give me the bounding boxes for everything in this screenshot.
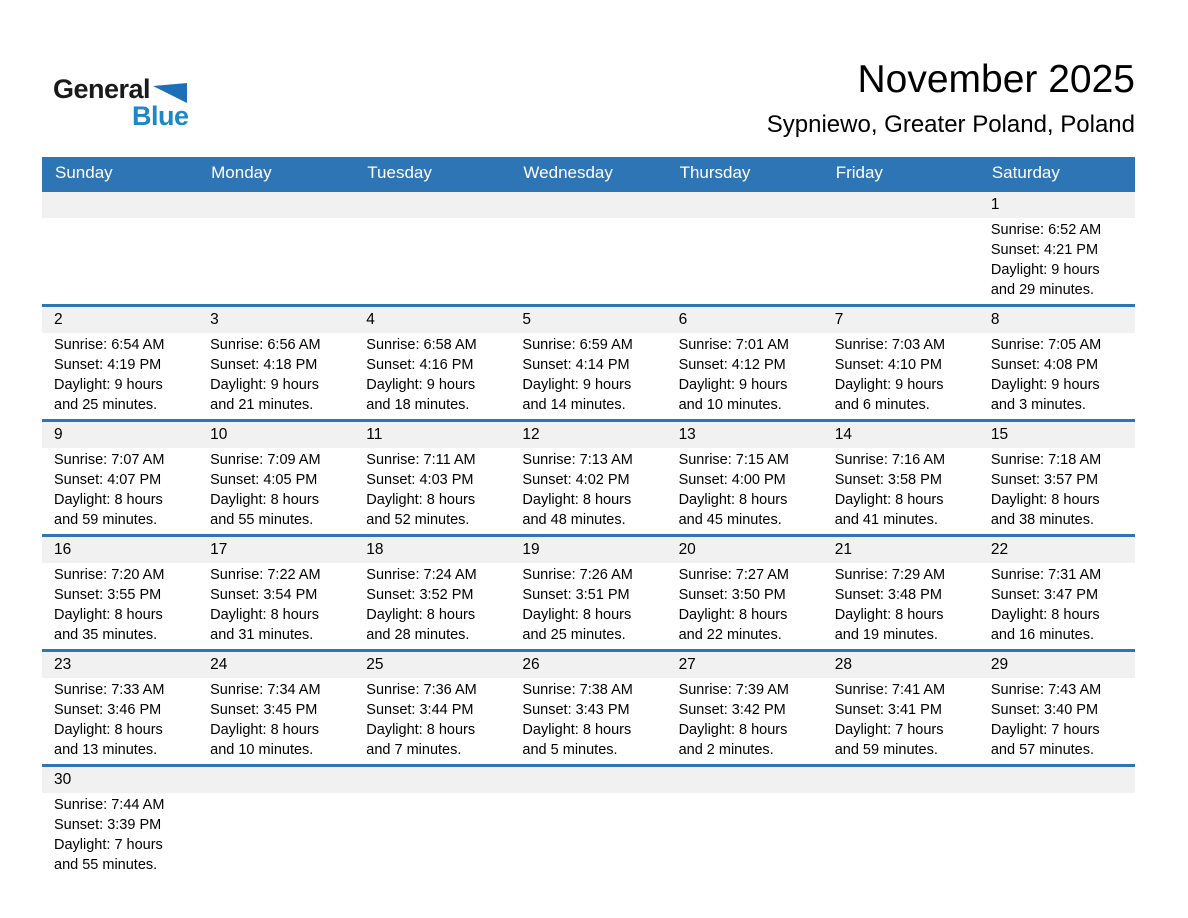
daylight-line-1: Daylight: 8 hours <box>522 607 632 623</box>
empty-day-cell <box>510 793 666 879</box>
daylight-line-2: and 2 minutes. <box>678 742 774 758</box>
logo-text-blue: Blue <box>132 101 189 131</box>
day-number: 15 <box>990 426 1009 443</box>
daylight-line-2: and 13 minutes. <box>54 742 158 758</box>
daylight-line-2: and 59 minutes. <box>834 742 938 758</box>
daylight-line-1: Daylight: 9 hours <box>522 377 632 393</box>
sunset-line: Sunset: 3:42 PM <box>678 702 786 718</box>
day-header-saturday: Saturday <box>991 163 1060 182</box>
day-number-strip <box>42 422 1135 448</box>
daylight-line-2: and 3 minutes. <box>990 397 1086 413</box>
day-cell-details <box>823 333 979 419</box>
week-row-1 <box>42 189 1135 304</box>
sunrise-line: Sunrise: 7:27 AM <box>678 567 789 583</box>
daylight-line-1: Daylight: 8 hours <box>210 607 319 623</box>
day-number: 28 <box>834 656 852 673</box>
day-cell-details <box>42 333 198 419</box>
sunset-line: Sunset: 4:08 PM <box>990 357 1099 373</box>
daylight-line-2: and 35 minutes. <box>54 627 158 643</box>
day-number: 23 <box>54 656 72 673</box>
day-cell-details <box>42 563 198 649</box>
sunrise-line: Sunrise: 7:24 AM <box>366 567 477 583</box>
sunrise-line: Sunrise: 7:11 AM <box>366 452 476 468</box>
day-cell-details <box>198 563 354 649</box>
day-header-wednesday: Wednesday <box>523 163 613 182</box>
sunrise-line: Sunrise: 7:13 AM <box>522 452 633 468</box>
day-cell-details <box>42 793 198 879</box>
daylight-line-1: Daylight: 9 hours <box>678 377 788 393</box>
sunset-line: Sunset: 4:07 PM <box>54 472 162 488</box>
sunrise-line: Sunrise: 7:18 AM <box>990 452 1102 468</box>
day-number: 14 <box>834 426 852 443</box>
day-cell-details <box>667 678 823 764</box>
daylight-line-2: and 6 minutes. <box>834 397 930 413</box>
sunset-line: Sunset: 4:16 PM <box>366 357 474 373</box>
day-number: 8 <box>990 311 1000 328</box>
day-cell-details <box>979 563 1135 649</box>
day-cell-details <box>823 678 979 764</box>
empty-day-cell <box>354 218 510 304</box>
daylight-line-2: and 52 minutes. <box>366 512 470 528</box>
sunset-line: Sunset: 4:21 PM <box>990 242 1099 258</box>
daylight-line-2: and 38 minutes. <box>990 512 1095 528</box>
day-number: 18 <box>366 541 384 558</box>
day-number: 3 <box>210 311 219 328</box>
sunrise-line: Sunrise: 6:56 AM <box>210 337 321 353</box>
general-blue-logo <box>53 76 203 130</box>
sunrise-line: Sunrise: 7:44 AM <box>54 797 165 813</box>
day-number-strip <box>42 307 1135 333</box>
day-cell-details <box>979 448 1135 534</box>
sunrise-line: Sunrise: 6:59 AM <box>522 337 633 353</box>
sunrise-line: Sunrise: 7:39 AM <box>678 682 789 698</box>
sunrise-line: Sunrise: 7:07 AM <box>54 452 165 468</box>
empty-day-cell <box>667 793 823 879</box>
week-details-row <box>42 448 1135 534</box>
daylight-line-2: and 16 minutes. <box>990 627 1095 643</box>
daylight-line-1: Daylight: 8 hours <box>54 492 163 508</box>
sunrise-line: Sunrise: 7:29 AM <box>834 567 946 583</box>
sunrise-line: Sunrise: 6:58 AM <box>366 337 477 353</box>
day-cell-details <box>198 678 354 764</box>
day-number: 4 <box>366 311 375 328</box>
day-cell-details <box>510 563 666 649</box>
month-title: November 2025 <box>857 58 1135 101</box>
sunset-line: Sunset: 4:18 PM <box>210 357 318 373</box>
daylight-line-2: and 48 minutes. <box>522 512 626 528</box>
day-cell-details <box>354 678 510 764</box>
sunset-line: Sunset: 3:46 PM <box>54 702 162 718</box>
day-cell-details <box>354 333 510 419</box>
day-number: 19 <box>522 541 540 558</box>
daylight-line-1: Daylight: 8 hours <box>834 607 944 623</box>
sunrise-line: Sunrise: 6:54 AM <box>54 337 165 353</box>
day-number-strip <box>42 537 1135 563</box>
day-number: 2 <box>54 311 63 328</box>
daylight-line-2: and 22 minutes. <box>678 627 782 643</box>
sunrise-line: Sunrise: 7:05 AM <box>990 337 1102 353</box>
day-cell-details <box>979 218 1135 304</box>
sunset-line: Sunset: 4:19 PM <box>54 357 162 373</box>
week-details-row <box>42 793 1135 879</box>
daylight-line-1: Daylight: 8 hours <box>210 492 319 508</box>
sunset-line: Sunset: 4:14 PM <box>522 357 630 373</box>
daylight-line-1: Daylight: 8 hours <box>522 492 632 508</box>
daylight-line-1: Daylight: 9 hours <box>210 377 319 393</box>
sunrise-line: Sunrise: 7:34 AM <box>210 682 321 698</box>
day-cell-details <box>354 563 510 649</box>
daylight-line-1: Daylight: 9 hours <box>990 377 1100 393</box>
sunset-line: Sunset: 3:51 PM <box>522 587 630 603</box>
day-number: 5 <box>522 311 532 328</box>
day-header-monday: Monday <box>211 163 272 182</box>
day-cell-details <box>667 563 823 649</box>
daylight-line-2: and 18 minutes. <box>366 397 470 413</box>
sunrise-line: Sunrise: 7:15 AM <box>678 452 789 468</box>
sunrise-line: Sunrise: 7:43 AM <box>990 682 1102 698</box>
sunset-line: Sunset: 3:47 PM <box>990 587 1099 603</box>
daylight-line-2: and 7 minutes. <box>366 742 462 758</box>
empty-day-cell <box>823 793 979 879</box>
daylight-line-2: and 25 minutes. <box>54 397 158 413</box>
day-number: 22 <box>990 541 1009 558</box>
week-details-row <box>42 678 1135 764</box>
day-cell-details <box>198 448 354 534</box>
week-row-5 <box>42 649 1135 764</box>
sunset-line: Sunset: 3:52 PM <box>366 587 474 603</box>
daylight-line-1: Daylight: 8 hours <box>990 492 1100 508</box>
day-cell-details <box>510 678 666 764</box>
day-number: 10 <box>210 426 228 443</box>
sunset-line: Sunset: 4:02 PM <box>522 472 630 488</box>
daylight-line-2: and 55 minutes. <box>54 857 158 873</box>
week-row-2 <box>42 304 1135 419</box>
sunrise-line: Sunrise: 7:31 AM <box>990 567 1102 583</box>
week-row-6 <box>42 764 1135 879</box>
day-number: 12 <box>522 426 540 443</box>
daylight-line-2: and 31 minutes. <box>210 627 314 643</box>
daylight-line-2: and 59 minutes. <box>54 512 158 528</box>
empty-day-cell <box>42 218 198 304</box>
empty-day-cell <box>823 218 979 304</box>
logo-text-general: General <box>53 74 151 104</box>
sunrise-line: Sunrise: 6:52 AM <box>990 222 1102 238</box>
day-cell-details <box>354 448 510 534</box>
day-header-tuesday: Tuesday <box>367 163 432 182</box>
daylight-line-1: Daylight: 8 hours <box>366 722 476 738</box>
daylight-line-1: Daylight: 9 hours <box>834 377 944 393</box>
sunrise-line: Sunrise: 7:22 AM <box>210 567 321 583</box>
sunset-line: Sunset: 4:12 PM <box>678 357 786 373</box>
daylight-line-2: and 57 minutes. <box>990 742 1095 758</box>
day-number-strip <box>42 767 1135 793</box>
sunset-line: Sunset: 3:39 PM <box>54 817 162 833</box>
sunrise-line: Sunrise: 7:33 AM <box>54 682 165 698</box>
location-subtitle: Sypniewo, Greater Poland, Poland <box>766 111 1135 138</box>
day-number: 7 <box>834 311 844 328</box>
sunset-line: Sunset: 3:57 PM <box>990 472 1099 488</box>
sunset-line: Sunset: 3:55 PM <box>54 587 162 603</box>
daylight-line-1: Daylight: 8 hours <box>522 722 632 738</box>
sunset-line: Sunset: 3:44 PM <box>366 702 474 718</box>
title-block <box>767 58 1135 139</box>
day-number: 16 <box>54 541 72 558</box>
day-cell-details <box>42 678 198 764</box>
day-number: 1 <box>990 196 1000 213</box>
daylight-line-1: Daylight: 8 hours <box>678 722 788 738</box>
daylight-line-1: Daylight: 9 hours <box>990 262 1100 278</box>
sunset-line: Sunset: 3:41 PM <box>834 702 942 718</box>
day-number: 6 <box>678 311 688 328</box>
daylight-line-1: Daylight: 7 hours <box>990 722 1100 738</box>
day-number: 30 <box>54 771 72 788</box>
daylight-line-1: Daylight: 8 hours <box>834 492 944 508</box>
daylight-line-1: Daylight: 8 hours <box>54 722 163 738</box>
daylight-line-2: and 41 minutes. <box>834 512 938 528</box>
day-cell-details <box>823 563 979 649</box>
daylight-line-1: Daylight: 8 hours <box>366 492 476 508</box>
daylight-line-2: and 5 minutes. <box>522 742 618 758</box>
sunrise-line: Sunrise: 7:16 AM <box>834 452 946 468</box>
day-header-friday: Friday <box>835 163 883 182</box>
sunrise-line: Sunrise: 7:26 AM <box>522 567 633 583</box>
daylight-line-2: and 55 minutes. <box>210 512 314 528</box>
empty-day-cell <box>198 218 354 304</box>
day-number: 9 <box>54 426 63 443</box>
sunset-line: Sunset: 3:48 PM <box>834 587 942 603</box>
sunset-line: Sunset: 3:40 PM <box>990 702 1099 718</box>
daylight-line-1: Daylight: 7 hours <box>54 837 163 853</box>
sunrise-line: Sunrise: 7:38 AM <box>522 682 633 698</box>
daylight-line-2: and 25 minutes. <box>522 627 626 643</box>
daylight-line-1: Daylight: 8 hours <box>678 607 788 623</box>
sunrise-line: Sunrise: 7:01 AM <box>678 337 789 353</box>
daylight-line-1: Daylight: 8 hours <box>678 492 788 508</box>
week-row-3 <box>42 419 1135 534</box>
day-cell-details <box>42 448 198 534</box>
daylight-line-1: Daylight: 8 hours <box>990 607 1100 623</box>
day-number: 13 <box>678 426 696 443</box>
day-header-thursday: Thursday <box>679 163 751 182</box>
day-number: 20 <box>678 541 696 558</box>
daylight-line-1: Daylight: 7 hours <box>834 722 944 738</box>
daylight-line-1: Daylight: 9 hours <box>366 377 476 393</box>
day-number: 26 <box>522 656 540 673</box>
sunset-line: Sunset: 3:50 PM <box>678 587 786 603</box>
sunset-line: Sunset: 4:10 PM <box>834 357 942 373</box>
sunset-line: Sunset: 3:58 PM <box>834 472 942 488</box>
day-number: 29 <box>990 656 1009 673</box>
day-cell-details <box>823 448 979 534</box>
day-cell-details <box>667 448 823 534</box>
sunrise-line: Sunrise: 7:09 AM <box>210 452 321 468</box>
daylight-line-2: and 45 minutes. <box>678 512 782 528</box>
day-cell-details <box>979 678 1135 764</box>
sunrise-line: Sunrise: 7:20 AM <box>54 567 165 583</box>
sunrise-line: Sunrise: 7:03 AM <box>834 337 946 353</box>
daylight-line-1: Daylight: 9 hours <box>54 377 163 393</box>
week-details-row <box>42 563 1135 649</box>
week-details-row <box>42 218 1135 304</box>
daylight-line-1: Daylight: 8 hours <box>210 722 319 738</box>
sunset-line: Sunset: 4:05 PM <box>210 472 318 488</box>
day-header-sunday: Sunday <box>55 163 113 182</box>
calendar-grid <box>42 157 1135 879</box>
sunrise-line: Sunrise: 7:41 AM <box>834 682 946 698</box>
day-number-strip <box>42 192 1135 218</box>
empty-day-cell <box>979 793 1135 879</box>
day-cell-details <box>979 333 1135 419</box>
week-details-row <box>42 333 1135 419</box>
daylight-line-2: and 14 minutes. <box>522 397 626 413</box>
sunset-line: Sunset: 3:54 PM <box>210 587 318 603</box>
day-cell-details <box>198 333 354 419</box>
day-number: 27 <box>678 656 696 673</box>
daylight-line-1: Daylight: 8 hours <box>366 607 476 623</box>
daylight-line-2: and 29 minutes. <box>990 282 1095 298</box>
daylight-line-2: and 21 minutes. <box>210 397 314 413</box>
weekday-header-row <box>42 157 1135 189</box>
sunset-line: Sunset: 4:03 PM <box>366 472 474 488</box>
empty-day-cell <box>667 218 823 304</box>
day-number: 24 <box>210 656 228 673</box>
daylight-line-2: and 10 minutes. <box>210 742 314 758</box>
empty-day-cell <box>198 793 354 879</box>
week-row-4 <box>42 534 1135 649</box>
day-number: 11 <box>366 426 383 443</box>
day-cell-details <box>510 333 666 419</box>
empty-day-cell <box>354 793 510 879</box>
day-cell-details <box>510 448 666 534</box>
day-number-strip <box>42 652 1135 678</box>
daylight-line-2: and 19 minutes. <box>834 627 938 643</box>
daylight-line-2: and 10 minutes. <box>678 397 782 413</box>
sunrise-line: Sunrise: 7:36 AM <box>366 682 477 698</box>
sunset-line: Sunset: 3:45 PM <box>210 702 318 718</box>
sunset-line: Sunset: 4:00 PM <box>678 472 786 488</box>
day-number: 21 <box>834 541 852 558</box>
day-cell-details <box>667 333 823 419</box>
empty-day-cell <box>510 218 666 304</box>
sunset-line: Sunset: 3:43 PM <box>522 702 630 718</box>
day-number: 17 <box>210 541 228 558</box>
daylight-line-1: Daylight: 8 hours <box>54 607 163 623</box>
day-number: 25 <box>366 656 384 673</box>
daylight-line-2: and 28 minutes. <box>366 627 470 643</box>
